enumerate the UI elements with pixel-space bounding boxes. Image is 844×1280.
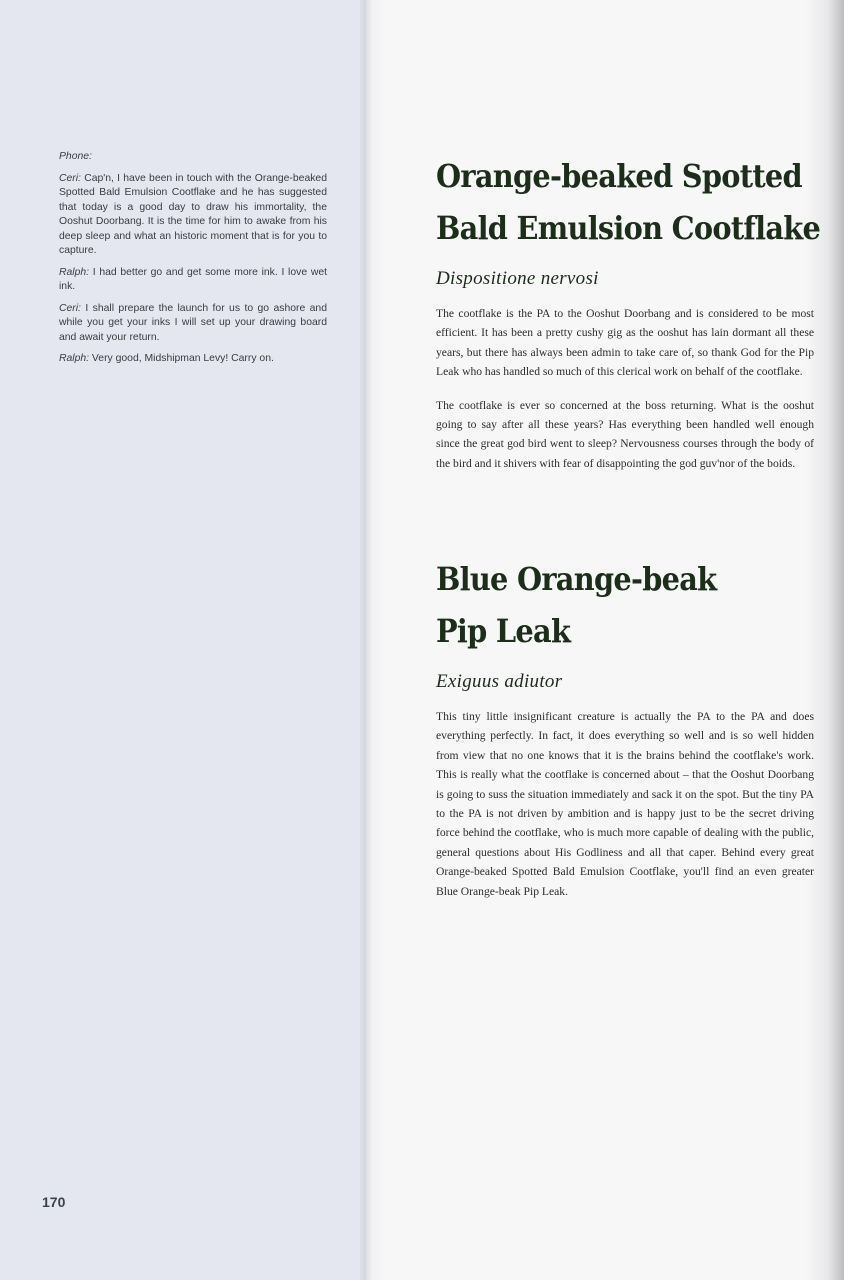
article-title bbox=[436, 150, 821, 254]
body-paragraph: The cootflake is the PA to the Ooshut Doorbang and is considered to be most efficient. It has been a pretty cushy gig as the ooshut has lain dormant all these years, but there has always been admin to take care of, so thank God for the Pip Leak who has handled so much of this clerical work on behalf of the cootflake. bbox=[436, 307, 814, 379]
title-line: Bald Emulsion Cootflake bbox=[436, 209, 821, 247]
page-number: 170 bbox=[42, 1194, 66, 1210]
dialogue-line bbox=[59, 352, 327, 367]
dialogue-speaker: Ralph: bbox=[59, 353, 90, 364]
dialogue-speaker: Ralph: bbox=[59, 266, 90, 278]
dialogue-line bbox=[59, 172, 327, 259]
title-line: Pip Leak bbox=[436, 612, 571, 650]
dialogue-line bbox=[59, 302, 327, 346]
latin-name: Exiguus adiutor bbox=[436, 671, 563, 692]
dialogue-block bbox=[59, 150, 327, 374]
book-gutter bbox=[360, 0, 372, 1280]
dialogue-line bbox=[59, 150, 327, 165]
body-paragraph: The cootflake is ever so concerned at the boss returning. What is the ooshut going to say after all these years? Has everything been handled well enough since the great god bird went to sleep? Nervousness courses through the body of the bird and it shivers with fear of disappointing the god guv'nor of the boids. bbox=[436, 398, 814, 470]
dialogue-text: I shall prepare the launch for us to go ashore and while you get your inks I will set up your drawing board and await your return. bbox=[59, 302, 327, 343]
article-pip-leak bbox=[436, 553, 814, 901]
title-line: Blue Orange-beak bbox=[436, 560, 717, 598]
dialogue-text: I had better go and get some more ink. I love wet ink. bbox=[59, 266, 327, 292]
dialogue-text: Very good, Midshipman Levy! Carry on. bbox=[89, 353, 274, 364]
dialogue-line bbox=[59, 266, 327, 295]
dialogue-text: Cap'n, I have been in touch with the Orange-beaked Spotted Bald Emulsion Cootflake and he has suggested that today is a good day to draw his immortality, the Ooshut Doorbang. It is the time for him to awake from his deep sleep and what an historic moment that is for you to capture. bbox=[59, 172, 327, 256]
latin-name: Dispositione nervosi bbox=[436, 268, 599, 289]
dialogue-speaker: Ceri: bbox=[59, 302, 81, 314]
dialogue-caption: Phone: bbox=[59, 151, 92, 162]
title-line: Orange-beaked Spotted bbox=[436, 157, 802, 195]
article-cootflake bbox=[436, 150, 821, 473]
body-paragraph: This tiny little insignificant creature is actually the PA to the PA and does everything perfectly. In fact, it does everything so well and is so well hidden from view that no one knows that it is the brains behind the cootflake's work. This is really what the cootflake is concerned about – that the Ooshut Doorbang is going to suss the situation immediately and sack it on the spot. But the tiny PA to the PA is not driven by ambition and is happy just to be the secret driving force behind the cootflake, who is much more capable of dealing with the public, general questions about His Godliness and all that caper. Behind every great Orange-beaked Spotted Bald Emulsion Cootflake, you'll find an even greater Blue Orange-beak Pip Leak. bbox=[436, 710, 814, 898]
dialogue-speaker: Ceri: bbox=[59, 172, 81, 184]
article-title bbox=[436, 553, 776, 657]
